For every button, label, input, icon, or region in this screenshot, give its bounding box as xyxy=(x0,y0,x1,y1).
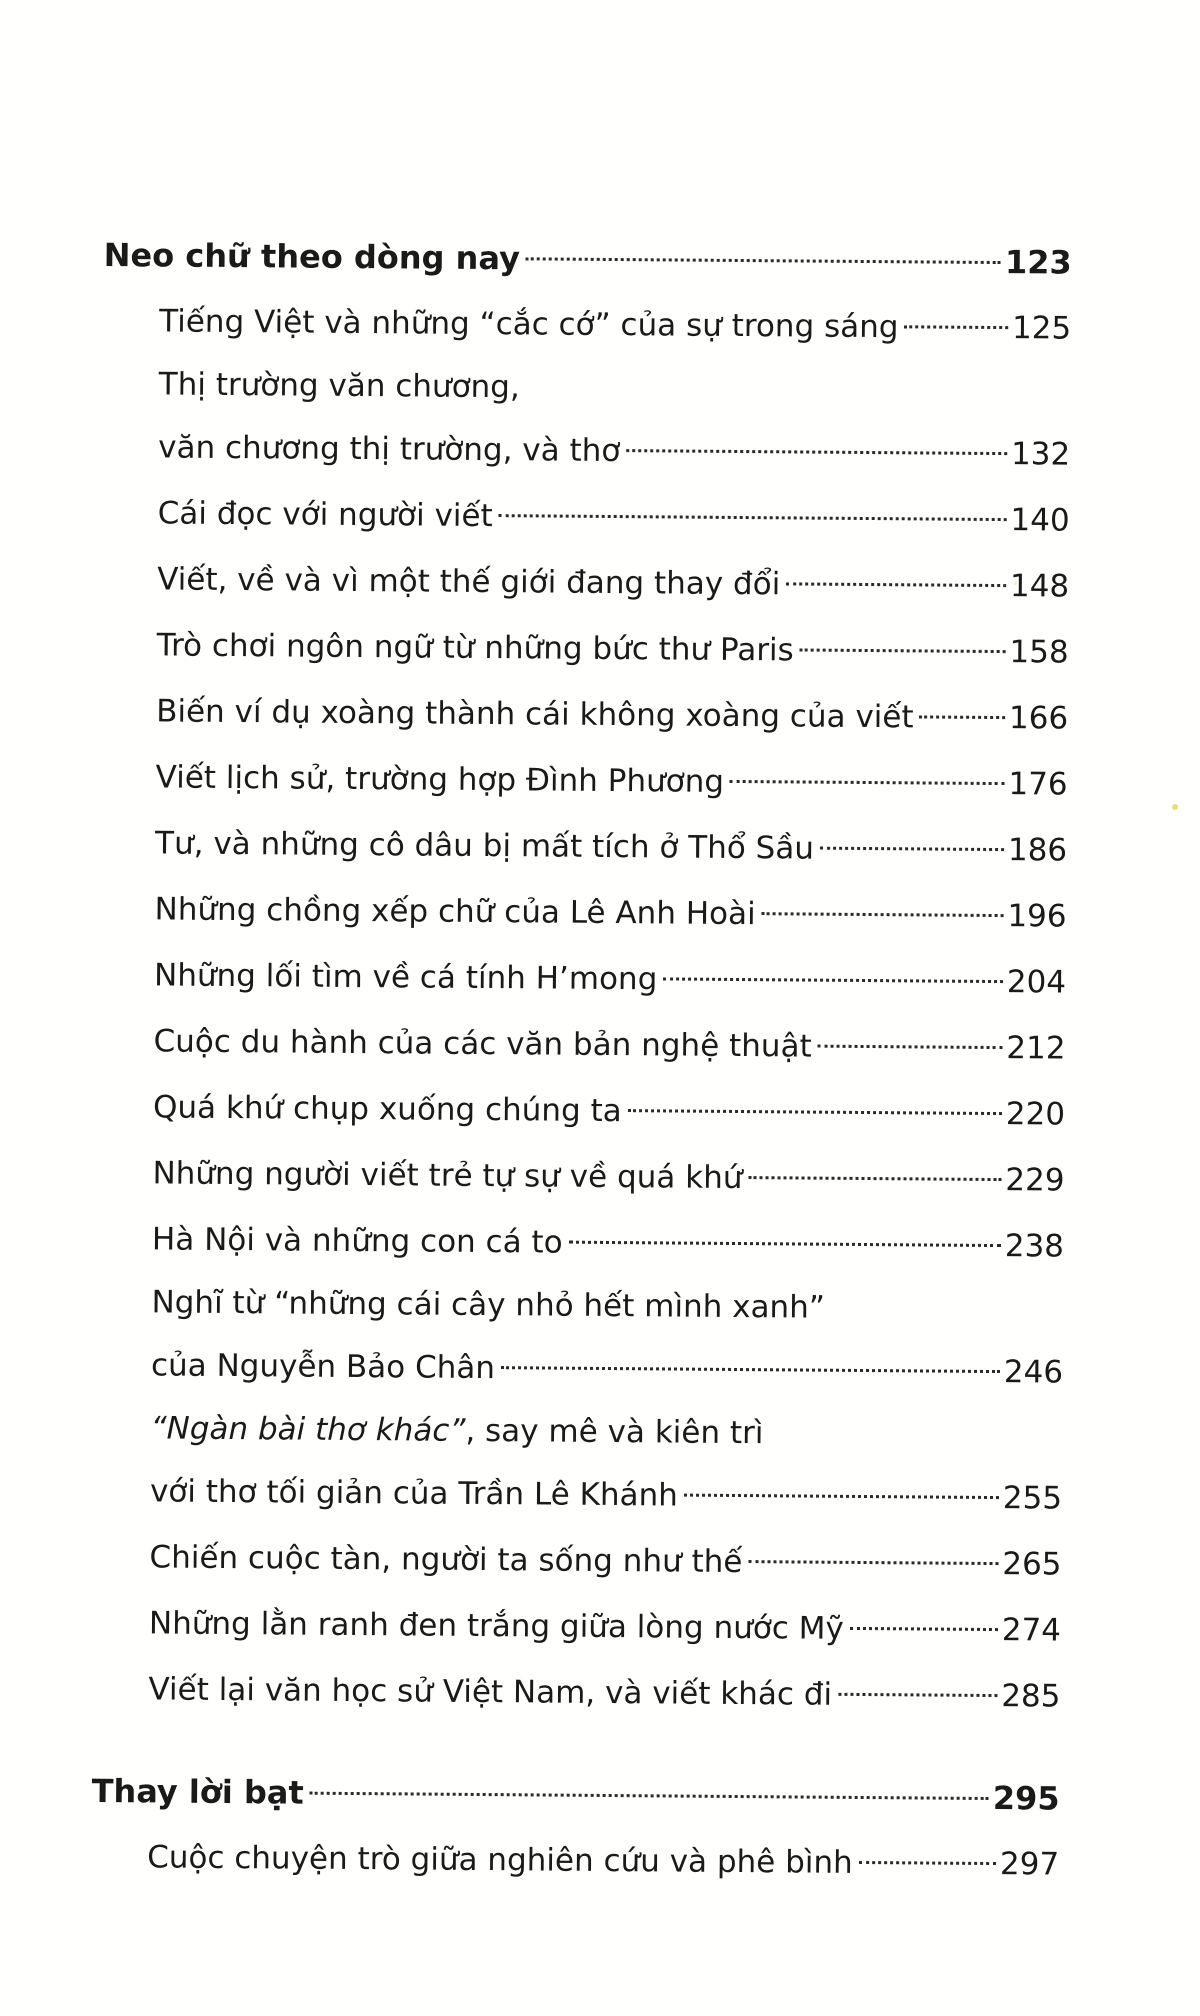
toc-entry xyxy=(98,942,1066,1016)
dot-leader xyxy=(818,1045,1003,1049)
entry-title: Trò chơi ngôn ngữ từ những bức thư Paris xyxy=(156,627,794,669)
dot-leader xyxy=(748,1176,1001,1181)
page-number: 140 xyxy=(1010,502,1070,539)
toc-section-heading xyxy=(91,1758,1059,1832)
paper-speck xyxy=(1172,804,1178,810)
entry-title: Chiến cuộc tàn, người ta sống như thế xyxy=(149,1539,743,1581)
page-number: 204 xyxy=(1006,964,1067,1001)
entry-title: Viết, về và vì một thế giới đang thay đổi xyxy=(157,561,781,603)
toc-entry-line xyxy=(102,354,1070,422)
toc-entry xyxy=(96,1140,1064,1214)
page-number: 297 xyxy=(999,1846,1060,1883)
dot-leader xyxy=(859,1861,996,1865)
toc-entry xyxy=(99,744,1067,818)
toc-entry xyxy=(100,678,1068,752)
entry-title-italic: “Ngàn bài thơ khác” xyxy=(150,1410,466,1449)
dot-leader xyxy=(905,325,1009,329)
entry-title: Những người viết trẻ tự sự về quá khứ xyxy=(152,1155,743,1197)
entry-title-continued: văn chương thị trường, và thơ xyxy=(158,429,621,470)
entry-title: Nghĩ từ “những cái cây nhỏ hết mình xanh” xyxy=(151,1284,826,1326)
dot-leader xyxy=(663,977,1003,983)
page-number: 220 xyxy=(1005,1096,1066,1133)
page-number: 132 xyxy=(1010,436,1071,473)
toc-entry xyxy=(95,1332,1063,1406)
toc-section-heading xyxy=(103,222,1071,296)
dot-leader xyxy=(730,780,1004,785)
entry-title: Tiếng Việt và những “cắc cớ” của sự trong sáng xyxy=(159,303,899,346)
page-number: 229 xyxy=(1005,1162,1065,1199)
page-number: 255 xyxy=(1002,1480,1063,1517)
section-title: Thay lời bạt xyxy=(91,1771,304,1812)
toc-entry xyxy=(99,810,1067,884)
entry-title: Cuộc du hành của các văn bản nghệ thuật xyxy=(153,1023,812,1065)
dot-leader xyxy=(838,1693,997,1697)
page-number: 238 xyxy=(1004,1228,1065,1265)
entry-title: Những lối tìm về cá tính H’mong xyxy=(153,957,658,998)
dot-leader xyxy=(800,648,1006,653)
page-number: 166 xyxy=(1008,700,1069,737)
toc-entry xyxy=(97,1008,1065,1082)
dot-leader xyxy=(501,1366,1000,1373)
page-number: 123 xyxy=(1004,243,1072,282)
dot-leader xyxy=(820,847,1004,851)
entry-title: Hà Nội và những con cá to xyxy=(151,1221,563,1261)
entry-title: Viết lại văn học sử Việt Nam, và viết khác đi xyxy=(148,1671,833,1713)
toc-entry xyxy=(98,876,1066,950)
page-number: 125 xyxy=(1011,310,1072,347)
toc-entry xyxy=(96,1206,1064,1280)
entry-title: Những lằn ranh đen trắng giữa lòng nước Mỹ xyxy=(148,1605,844,1647)
page-number: 186 xyxy=(1007,832,1068,869)
toc-entry xyxy=(93,1590,1061,1664)
toc-entry xyxy=(101,546,1069,620)
dot-leader xyxy=(920,715,1005,719)
dot-leader xyxy=(684,1494,999,1499)
entry-title-rest: , say mê và kiên trì xyxy=(465,1412,764,1452)
toc-entry xyxy=(92,1656,1060,1730)
entry-title: Cuộc chuyện trò giữa nghiên cứu và phê bình xyxy=(147,1839,853,1881)
entry-title: Quá khứ chụp xuống chúng ta xyxy=(152,1089,622,1130)
toc-entry xyxy=(97,1074,1065,1148)
table-of-contents xyxy=(91,222,1072,1898)
page-number: 176 xyxy=(1008,766,1068,803)
page-number: 246 xyxy=(1003,1354,1064,1391)
dot-leader xyxy=(569,1241,1001,1247)
dot-leader xyxy=(499,514,1007,521)
toc-entry xyxy=(94,1458,1062,1532)
toc-entry xyxy=(91,1824,1059,1898)
entry-title: Thị trường văn chương, xyxy=(158,366,520,406)
toc-entry xyxy=(103,288,1071,362)
dot-leader xyxy=(526,257,1001,264)
page-number: 196 xyxy=(1007,898,1067,935)
section-title: Neo chữ theo dòng nay xyxy=(103,235,521,278)
dot-leader xyxy=(748,1560,998,1565)
entry-title: Tư, và những cô dâu bị mất tích ở Thổ Sầu xyxy=(154,825,815,867)
page-number: 295 xyxy=(992,1779,1060,1818)
entry-title: Viết lịch sử, trường hợp Đình Phương xyxy=(155,759,725,800)
dot-leader xyxy=(762,912,1004,917)
entry-title: Biến ví dụ xoàng thành cái không xoàng của viết xyxy=(156,693,914,736)
toc-entry xyxy=(100,612,1068,686)
toc-entry xyxy=(93,1524,1061,1598)
toc-entry xyxy=(101,480,1069,554)
entry-title: Cái đọc với người viết xyxy=(157,495,493,535)
toc-section xyxy=(92,222,1072,1730)
page-number: 274 xyxy=(1001,1612,1062,1649)
page-number: 158 xyxy=(1009,634,1069,671)
toc-entry-line xyxy=(95,1272,1063,1340)
dot-leader xyxy=(850,1627,998,1631)
entry-title-continued: với thơ tối giản của Trần Lê Khánh xyxy=(149,1473,679,1514)
page-number: 265 xyxy=(1002,1546,1062,1583)
toc-entry-line xyxy=(94,1398,1062,1466)
dot-leader xyxy=(626,449,1007,455)
entry-title-continued: của Nguyễn Bảo Chân xyxy=(150,1347,496,1387)
dot-leader xyxy=(628,1109,1002,1115)
dot-leader xyxy=(310,1792,989,1800)
entry-title: Những chồng xếp chữ của Lê Anh Hoài xyxy=(154,891,756,933)
page-number: 148 xyxy=(1009,568,1070,605)
entry-title xyxy=(150,1398,763,1463)
page-number: 285 xyxy=(1001,1678,1061,1715)
page-number: 212 xyxy=(1006,1030,1066,1067)
toc-entry xyxy=(102,414,1070,488)
dot-leader xyxy=(786,582,1006,587)
toc-section xyxy=(91,1758,1060,1898)
